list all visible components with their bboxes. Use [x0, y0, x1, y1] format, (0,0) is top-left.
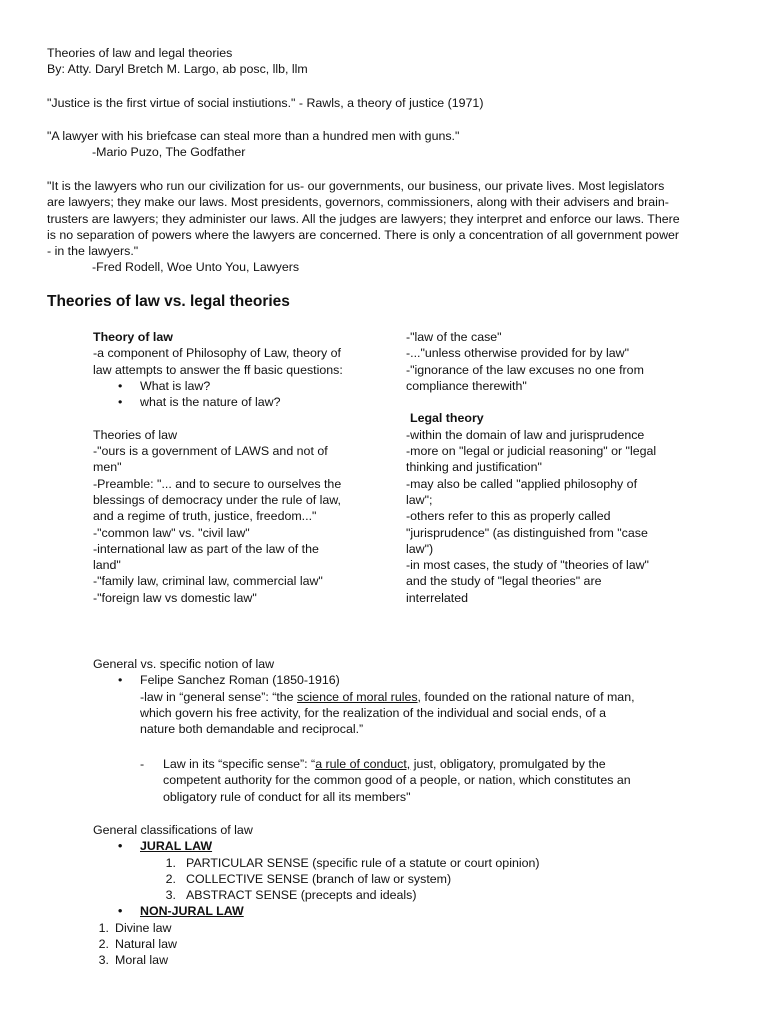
quote-rodell-line: are lawyers; they make our laws. Most presidents, governors, commissioners, along with their advisers and brain-: [47, 195, 669, 210]
specific-sense-cont: competent authority for the common good of a people, or nation, which constitutes an: [163, 773, 631, 788]
quote-rodell-line: is no separation of powers where the lawyers are concerned. There is only a concentration of all government power: [47, 227, 680, 242]
theories-line: and a regime of truth, justice, freedom...": [93, 509, 317, 524]
theory-of-law-title: Theory of law: [93, 330, 173, 344]
general-sense-cont: which govern his free activity, for the realization of the individual and social ends, of a: [140, 705, 607, 720]
general-sense-cont: nature both demandable and reciprocal.”: [140, 722, 364, 737]
general-sense-line: [140, 689, 733, 705]
theory-line: law attempts to answer the ff basic questions:: [93, 362, 343, 377]
theories-of-law-title: Theories of law: [93, 427, 178, 442]
question-item: • what is the nature of law?: [93, 394, 373, 410]
theories-line: -Preamble: "... and to secure to ourselves the: [93, 476, 342, 491]
case-law-line: -"law of the case": [406, 330, 502, 344]
case-law-line: compliance therewith": [406, 378, 527, 393]
classification-section: [93, 822, 733, 969]
specific-sense-block: [140, 756, 740, 805]
question-item: • What is law?: [93, 378, 373, 394]
theories-line: men": [93, 460, 122, 475]
theories-line: -"ours is a government of LAWS and not of: [93, 444, 328, 459]
section-heading: Theories of law vs. legal theories: [47, 293, 290, 310]
author-byline: By: Atty. Daryl Bretch M. Largo, ab posc, llb, llm: [47, 62, 308, 77]
legal-theory-line: -may also be called "applied philosophy of: [406, 476, 638, 491]
quote-rodell-author: -Fred Rodell, Woe Unto You, Lawyers: [92, 260, 300, 275]
document-title: Theories of law and legal theories: [47, 46, 233, 60]
quote-rodell-line: "It is the lawyers who run our civilization for us- our governments, our business, our private lives. Most legislators: [47, 179, 665, 193]
quote-puzo-author: -Mario Puzo, The Godfather: [92, 145, 246, 160]
legal-theory-line: law"): [406, 541, 434, 556]
specific-sense-underlined: a rule of conduct,: [315, 757, 411, 771]
quote-rodell: [47, 178, 680, 276]
quote-puzo-text: "A lawyer with his briefcase can steal more than a hundred men with guns.": [47, 129, 460, 143]
general-sense-underlined: science of moral rules: [297, 689, 418, 704]
roman-name: • Felipe Sanchez Roman (1850-1916): [140, 673, 340, 688]
legal-theory-line: -others refer to this as properly called: [406, 509, 611, 524]
question-list: [93, 378, 373, 411]
general-sense-pre: -law in “general sense”: “the: [140, 689, 298, 704]
theories-line: -international law as part of the law of the: [93, 541, 319, 556]
quote-rawls: "Justice is the first virtue of social instiutions." - Rawls, a theory of justice (1971): [47, 96, 484, 110]
quote-rodell-line: trusters are lawyers; they administer our laws. All the judges are lawyers; they interpret and enforce our laws. There: [47, 211, 680, 226]
theories-line: -"foreign law vs domestic law": [93, 590, 257, 605]
theories-line: land": [93, 558, 121, 573]
header: [47, 45, 308, 78]
non-jural-law-label: • NON-JURAL LAW: [93, 903, 733, 919]
legal-theory-line: interrelated: [406, 590, 468, 605]
legal-theory-line: "jurisprudence" (as distinguished from "case: [406, 525, 648, 540]
jural-item: 2. COLLECTIVE SENSE (branch of law or system): [165, 871, 452, 886]
specific-sense-cont: obligatory rule of conduct for all its members": [163, 789, 411, 804]
specific-sense-pre: Law in its “specific sense”: “: [163, 757, 316, 771]
notion-section: [93, 656, 733, 737]
jural-item: 1. PARTICULAR SENSE (specific rule of a statute or court opinion): [165, 855, 540, 870]
nonjural-item: 2. Natural law: [98, 937, 177, 952]
case-law-line: -..."unless otherwise provided for by law": [406, 346, 629, 361]
jural-list: [93, 838, 733, 854]
jural-item: 3. ABSTRACT SENSE (precepts and ideals): [165, 888, 417, 903]
theory-line: -a component of Philosophy of Law, theory of: [93, 346, 341, 361]
theories-line: blessings of democracy under the rule of law,: [93, 492, 341, 507]
nonjural-list: [93, 903, 733, 919]
jural-items: [93, 855, 733, 904]
legal-theory-line: thinking and justification": [406, 460, 542, 475]
nonjural-item: 1. Divine law: [98, 920, 172, 935]
specific-sense-line: [163, 756, 740, 772]
specific-sense-post: just, obligatory, promulgated by the: [410, 757, 606, 771]
theories-line: -"common law" vs. "civil law": [93, 525, 250, 540]
case-law-line: -"ignorance of the law excuses no one from: [406, 362, 644, 377]
left-column: [93, 329, 373, 606]
nonjural-item: 3. Moral law: [98, 953, 169, 968]
legal-theory-line: law";: [406, 492, 433, 507]
general-sense-post: , founded on the rational nature of man,: [417, 689, 635, 704]
theories-line: -"family law, criminal law, commercial law": [93, 574, 323, 589]
nonjural-items: [93, 920, 733, 969]
legal-theory-line: -within the domain of law and jurisprudence: [406, 427, 645, 442]
dash-marker: -: [140, 757, 145, 771]
legal-theory-line: and the study of "legal theories" are: [406, 574, 602, 589]
legal-theory-line: -in most cases, the study of "theories of law": [406, 558, 649, 573]
legal-theory-line: -more on "legal or judicial reasoning" or "legal: [406, 444, 657, 459]
legal-theory-title: Legal theory: [410, 411, 484, 426]
quote-puzo: [47, 128, 459, 161]
right-column: [406, 329, 706, 606]
quote-rodell-line: - in the lawyers.": [47, 244, 139, 259]
jural-law-label: • JURAL LAW: [93, 838, 733, 854]
notion-list: [93, 672, 733, 737]
notion-item-roman: [93, 672, 733, 737]
classification-title: General classifications of law: [93, 823, 253, 837]
notion-title: General vs. specific notion of law: [93, 657, 275, 671]
